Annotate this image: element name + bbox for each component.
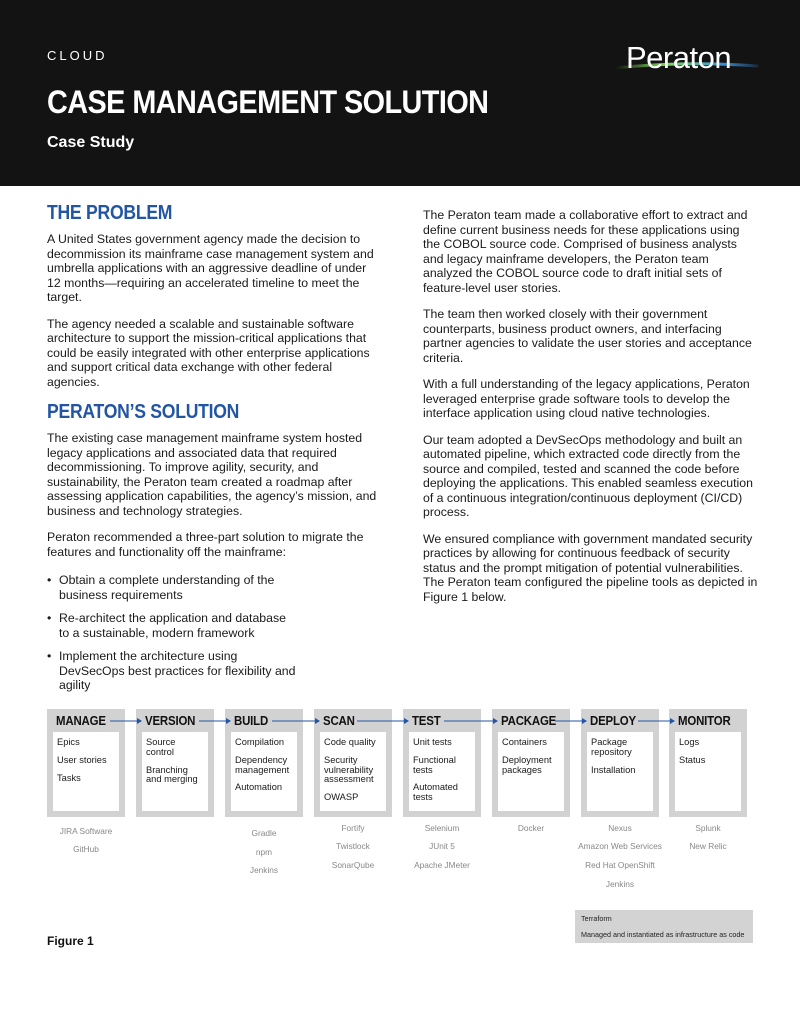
page-subtitle: Case Study	[47, 134, 135, 151]
tool-label: Nexus	[608, 823, 632, 833]
stage-box	[675, 732, 741, 811]
stage-box	[53, 732, 119, 811]
stage-item: Code quality	[324, 737, 376, 747]
stage-item: Unit tests	[413, 737, 452, 747]
tool-label: Apache JMeter	[414, 860, 470, 870]
stage-box	[498, 732, 564, 811]
stage-title: BUILD	[234, 713, 269, 728]
list-item: • Re-architect the application and database to a sustainable, modern framework	[47, 611, 297, 640]
stage-item: Automation	[235, 782, 283, 793]
right-paragraph-2: The team then worked closely with their government counterparts, business product owners, and interfacing partner agencies to validate the user stories and acceptance criteria.	[423, 307, 752, 365]
right-paragraph-3: With a full understanding of the legacy applications, Peraton leveraged enterprise grade software tools to develop the interface application using cloud native technologies.	[423, 377, 750, 420]
stage-0	[47, 709, 125, 817]
tool-label: Gradle	[251, 828, 277, 838]
stage-item: Automated tests	[413, 782, 458, 803]
tool-label: Docker	[517, 823, 545, 833]
stage-item: User stories	[57, 754, 107, 765]
stage-box	[142, 732, 208, 811]
tool-label: Amazon Web Services	[578, 841, 662, 851]
stage-item: Compilation	[235, 737, 285, 747]
figure-caption: Figure 1	[47, 934, 94, 948]
stage-2	[225, 709, 303, 817]
stage-4	[403, 709, 481, 817]
stage-item: Security vulnerability assessment	[324, 754, 374, 785]
terraform-note	[575, 910, 753, 943]
stage-1	[136, 709, 214, 817]
stage-box	[320, 732, 386, 811]
solution-bullet-list	[47, 573, 382, 693]
solution-heading: PERATON’S SOLUTION	[47, 401, 240, 423]
right-paragraph-1: The Peraton team made a collaborative effort to extract and define current business needs for these applications using the COBOL source code. Comprised of business analysts and legacy mainframe developers, the Peraton team analyzed the COBOL source code to draft initial sets of feature-level user stories.	[423, 208, 748, 295]
list-item: • Obtain a complete understanding of the business requirements	[47, 573, 297, 602]
stage-6	[581, 709, 659, 817]
tool-label: SonarQube	[331, 860, 375, 870]
stage-7	[669, 709, 747, 817]
stage-title: SCAN	[323, 713, 355, 728]
stage-title: DEPLOY	[590, 713, 636, 728]
tool-label: JIRA Software	[59, 826, 113, 836]
stage-title: MONITOR	[678, 713, 731, 728]
stage-title: MANAGE	[56, 713, 106, 728]
stage-item: Source control	[146, 737, 176, 757]
tool-label: Red Hat OpenShift	[585, 860, 655, 870]
stage-item: Installation	[591, 764, 636, 775]
stage-box	[231, 732, 297, 811]
right-paragraph-5: We ensured compliance with government mandated security practices by allowing for continuous feedback of security status and the prompt mitigation of potential vulnerabilities. The Peraton team configured the pipeline tools as depicted in Figure 1 below.	[423, 531, 758, 604]
tool-label: Jenkins	[249, 865, 279, 875]
category-label: CLOUD	[47, 48, 108, 63]
stage-3	[314, 709, 392, 817]
stage-item: Status	[679, 754, 706, 765]
tool-label: Twistlock	[336, 841, 370, 851]
problem-heading: THE PROBLEM	[47, 202, 173, 224]
stage-box	[409, 732, 475, 811]
left-column	[47, 202, 382, 702]
tool-label: Selenium	[424, 823, 460, 833]
peraton-logo	[614, 40, 759, 80]
stage-item: Package repository	[591, 737, 632, 757]
stage-item: Deployment packages	[502, 754, 552, 775]
stage-item: Dependency management	[235, 754, 290, 775]
tool-label: npm	[255, 847, 273, 857]
stage-title: PACKAGE	[501, 713, 557, 728]
terraform-description: Managed and instantiated as infrastructure as code	[581, 930, 745, 939]
tool-label: Fortify	[341, 823, 365, 833]
tool-label: JUnit 5	[429, 841, 455, 851]
tool-label: New Relic	[689, 841, 727, 851]
tool-label: Splunk	[695, 823, 721, 833]
tool-label: GitHub	[73, 844, 99, 854]
stage-title: VERSION	[145, 713, 196, 728]
header-banner	[0, 0, 800, 186]
problem-paragraph-1: A United States government agency made the decision to decommission its mainframe case management system and umbrella applications with an aggressive deadline of under 12 months—requiring an accelerated timeline to meet the target.	[47, 232, 374, 304]
tool-label: Jenkins	[605, 879, 635, 889]
right-column	[423, 208, 758, 616]
list-item: • Implement the architecture using DevSecOps best practices for flexibility and agility	[47, 649, 297, 693]
stage-item: Epics	[57, 737, 80, 747]
stage-title: TEST	[412, 713, 441, 728]
solution-paragraph-2: Peraton recommended a three-part solution to migrate the features and functionality off the mainframe:	[47, 530, 364, 559]
stage-item: Branching and merging	[146, 764, 198, 785]
stage-item: Tasks	[57, 772, 81, 783]
stage-item: Logs	[679, 737, 700, 747]
terraform-name: Terraform	[581, 914, 612, 923]
logo-wordmark: Peraton	[626, 40, 732, 75]
page-title: CASE MANAGEMENT SOLUTION	[47, 84, 489, 120]
stage-item: Containers	[502, 737, 547, 747]
stage-5	[492, 709, 570, 817]
problem-paragraph-2: The agency needed a scalable and sustainable software architecture to support the mission-critical applications that could be easily integrated with other enterprise applications and support critical data exchange with other federal agencies.	[47, 316, 370, 389]
stage-item: Functional tests	[413, 754, 456, 775]
pipeline-diagram	[47, 709, 753, 817]
right-paragraph-4: Our team adopted a DevSecOps methodology and built an automated pipeline, which extracted code directly from the source and compiled, tested and scanned the code before deploying the applications. This enabled seamless execution of a continuous integration/continuous deployment (CI/CD) process.	[423, 432, 753, 519]
stage-box	[587, 732, 653, 811]
stage-item: OWASP	[324, 792, 359, 803]
solution-paragraph-1: The existing case management mainframe system hosted legacy applications and associated data that required decommissioning. To improve agility, security, and sustainability, the Peraton team created a roadmap after assessing application capabilities, the agency’s mission, and business and technology strategies.	[47, 431, 377, 518]
